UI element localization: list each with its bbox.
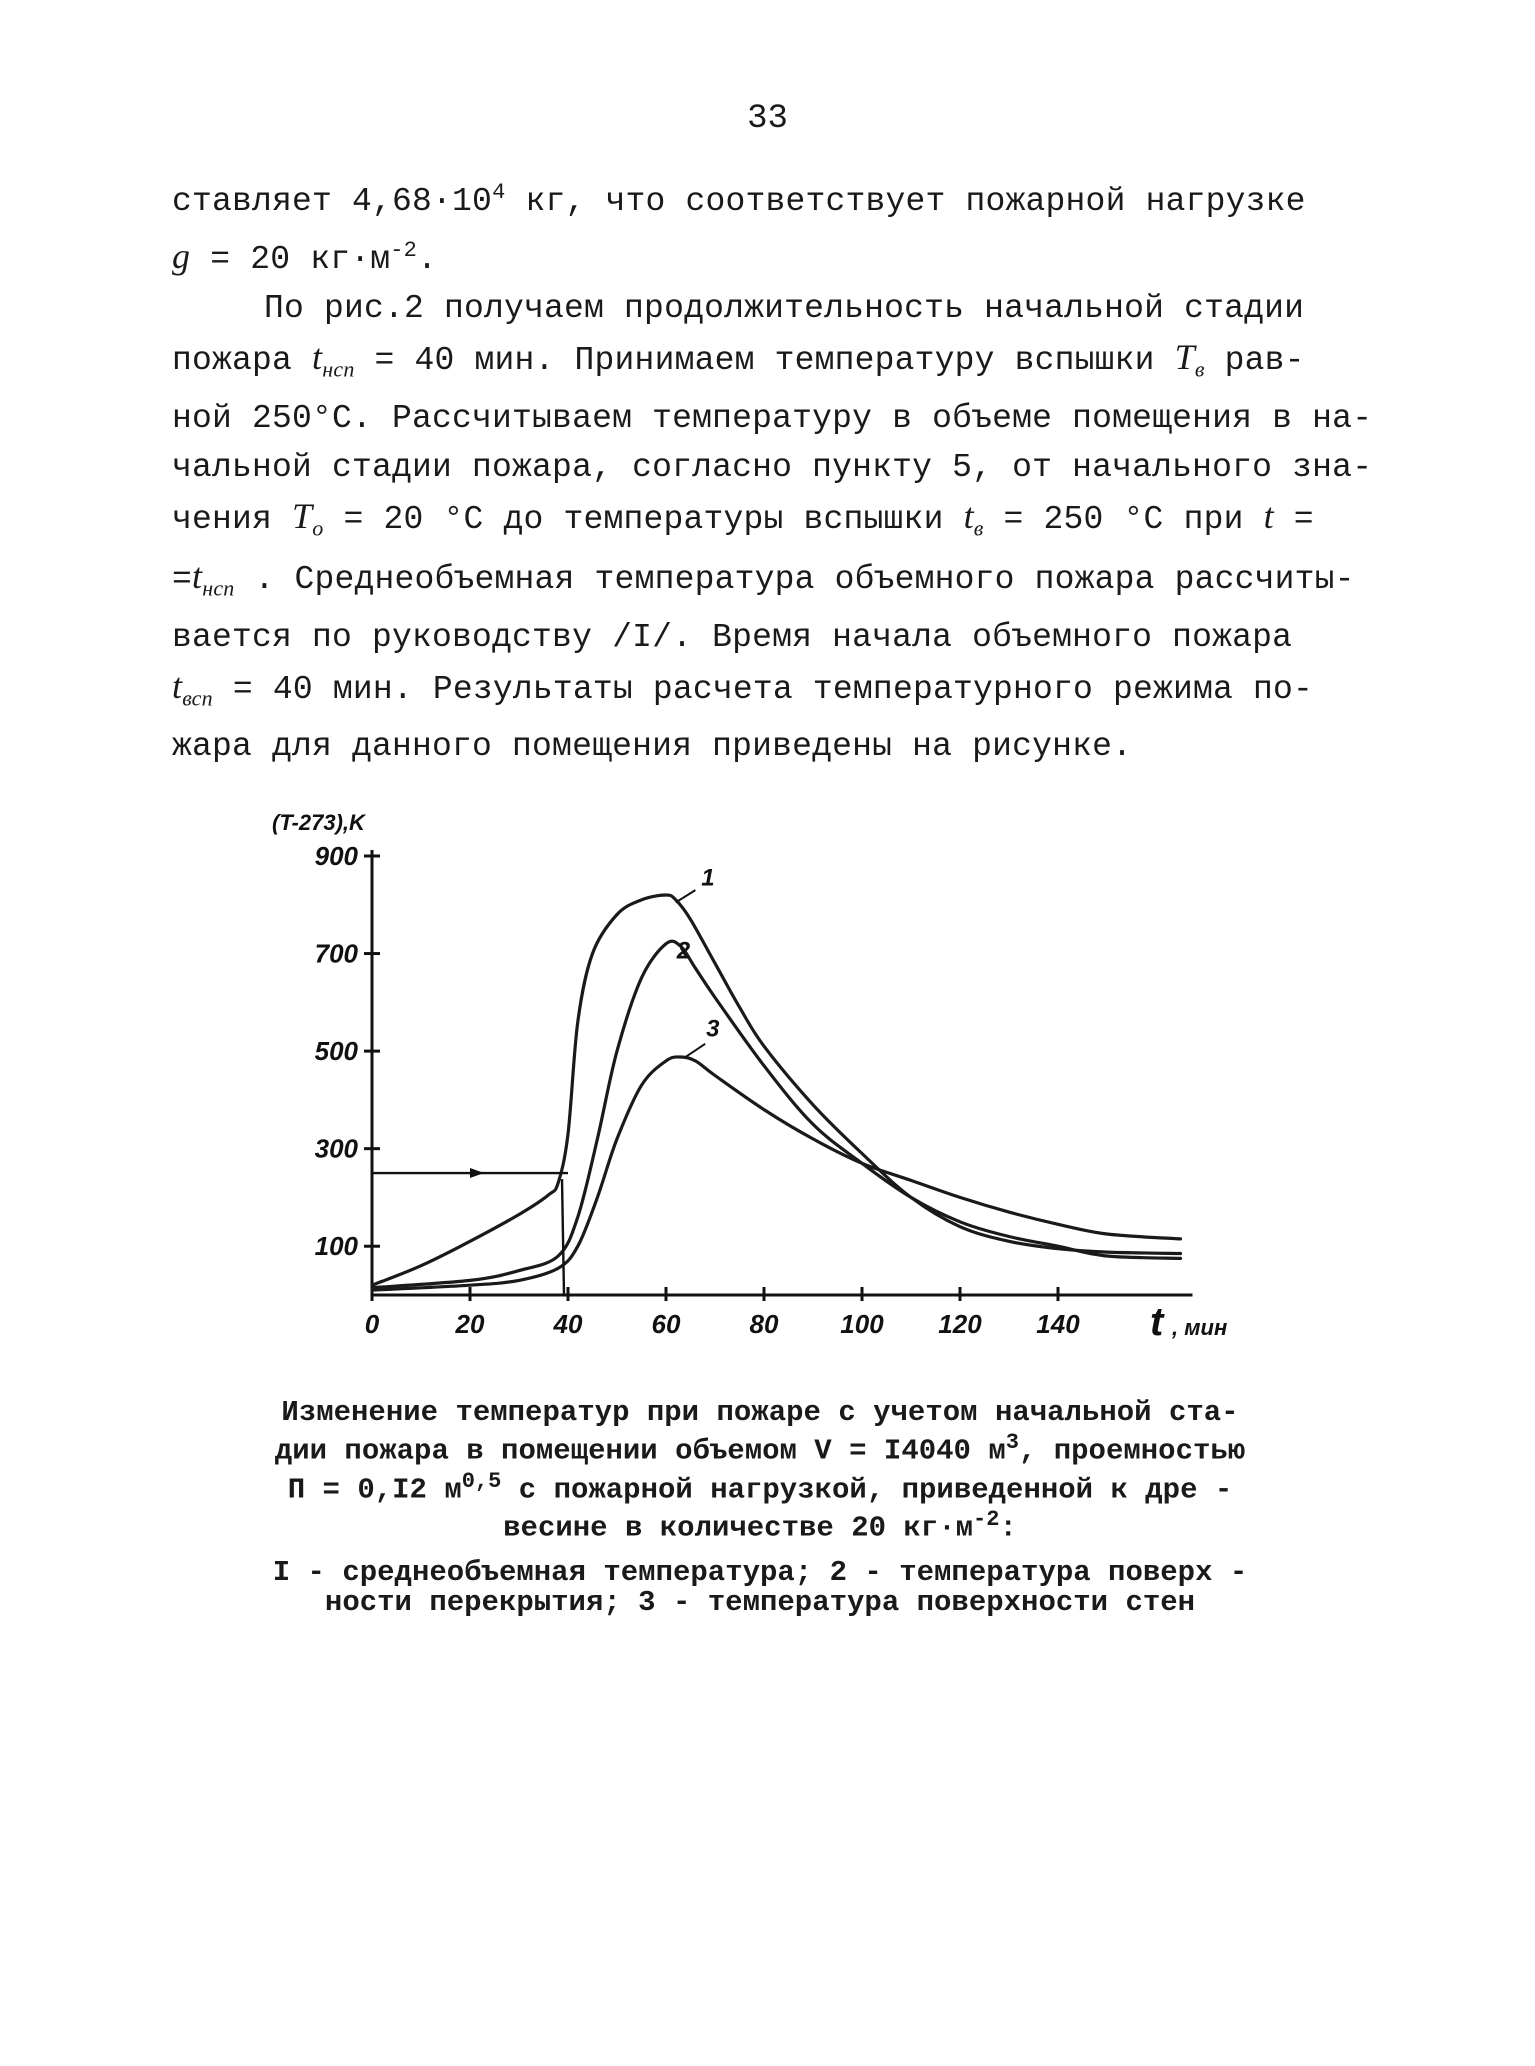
- chart-annotations: [372, 864, 720, 1295]
- ignition-arrow: [470, 1168, 484, 1178]
- x-tick-label: 140: [1036, 1309, 1080, 1339]
- caption-line: весине в количестве 20 $кг\cdot м^{-2}$:: [503, 1507, 1017, 1545]
- text-line: g = 20 $кг\cdot м^{-2}$.: [172, 236, 438, 278]
- curve-label-leader: [676, 890, 696, 902]
- text-line: жара для данного помещения приведены на рисунке.: [172, 728, 1133, 766]
- x-tick-label: 0: [364, 1309, 380, 1339]
- y-tick-label: 100: [314, 1231, 358, 1262]
- text-line: чальной стадии пожара, согласно пункту 5, от начального зна-: [172, 448, 1373, 486]
- series-2-line: [372, 941, 1181, 1288]
- legend-line: I - среднеобъемная температура; 2 - температура поверх -: [272, 1555, 1248, 1589]
- text-line: ставляет $4,68\cdot 10^4$ кг, что соответствует пожарной нагрузке: [172, 180, 1306, 220]
- chart-axes: [272, 810, 1227, 1344]
- caption-line: Изменение температур при пожаре с учетом начальной ста-: [281, 1396, 1239, 1429]
- x-tick-label: 80: [749, 1309, 779, 1339]
- x-tick-label: 20: [455, 1309, 485, 1339]
- x-tick-label: 120: [938, 1309, 982, 1339]
- x-tick-label: 100: [840, 1309, 884, 1339]
- caption-line: П = 0,I2 $м^{0,5}$ с пожарной нагрузкой, приведенной к дре -: [287, 1468, 1233, 1507]
- caption-legend: [250, 1555, 1270, 1619]
- text-line: ной 250°С. Рассчитываем температуру в объеме помещения в на-: [172, 399, 1373, 437]
- series-1-line: [372, 895, 1181, 1285]
- curve-number-label: 3: [706, 1015, 720, 1043]
- chart-series: [372, 895, 1181, 1290]
- body-text: [172, 168, 1373, 771]
- caption-line: дии пожара в помещении объемом V = I4040 $м^3$, проемностью: [274, 1430, 1246, 1468]
- page-number: 33: [747, 100, 788, 138]
- curve-label-leader: [686, 1044, 706, 1057]
- y-tick-label: 900: [314, 841, 358, 871]
- curve-number-label: 1: [701, 864, 715, 892]
- figure-caption: [250, 1398, 1270, 1618]
- ignition-drop-line: [562, 1179, 564, 1295]
- legend-line: ности перекрытия; 3 - температура поверхности стен: [324, 1585, 1196, 1619]
- x-axis-unit: , мин: [1172, 1315, 1228, 1340]
- y-axis-label: (T-273),K: [272, 810, 365, 835]
- text-line: По рис.2 получаем продолжительность начальной стадии: [264, 290, 1305, 327]
- y-tick-label: 500: [314, 1036, 358, 1067]
- y-tick-label: 300: [314, 1133, 358, 1164]
- x-tick-label: 60: [651, 1309, 681, 1339]
- text-line: вается по руководству /I/. Время начала объемного пожара: [172, 618, 1293, 656]
- chart-ticks: [315, 841, 1081, 1339]
- temperature-chart: [0, 790, 1535, 1370]
- y-tick-label: 700: [314, 938, 358, 969]
- text-line: $t_{всп} = 40$ мин. Результаты расчета температурного режима по-: [172, 665, 1314, 711]
- text-line: $=t_{нсп}$ . Среднеобъемная температура объемного пожара рассчиты-: [172, 556, 1355, 601]
- curve-number-label: 2: [676, 937, 691, 965]
- text-line: пожара $t_{нсп} = 40$ мин. Принимаем температуру вспышки $T_в$ рав-: [172, 337, 1305, 382]
- x-axis-label: t: [1150, 1300, 1164, 1344]
- text-line: чения $T_o = 20$ °С до температуры вспышки $t_в = 250$ °С при t =: [172, 495, 1314, 541]
- x-tick-label: 40: [553, 1309, 583, 1339]
